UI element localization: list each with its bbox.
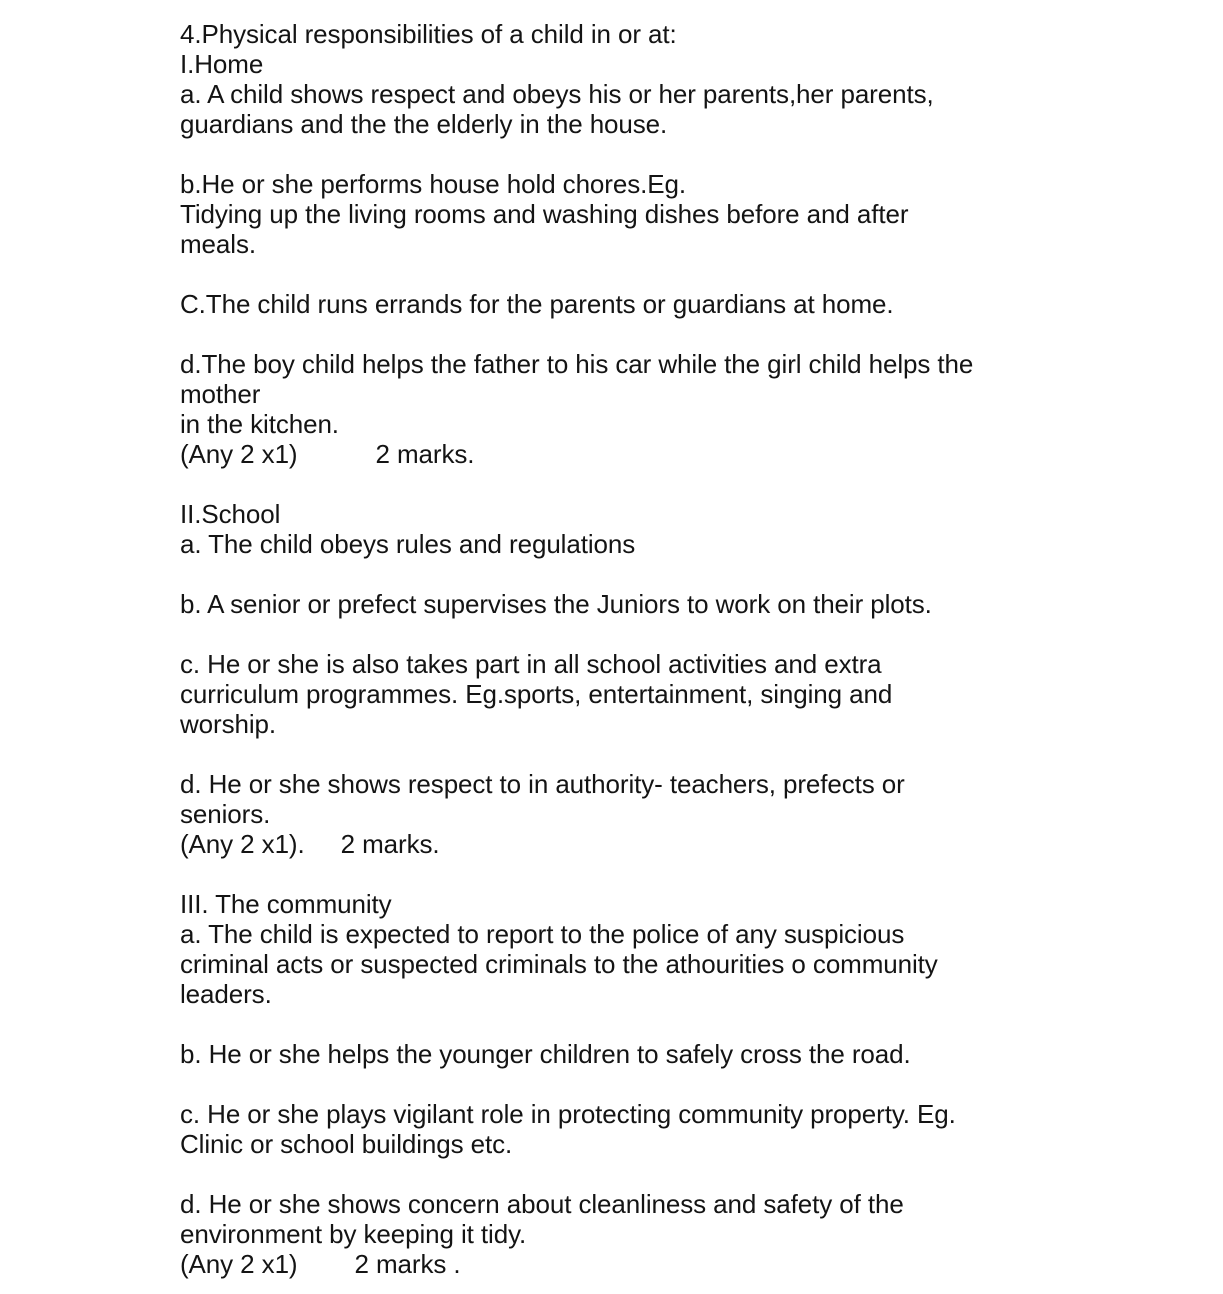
school-point-b [180,589,1200,619]
text-line: d. He or she shows respect to in authority- teachers, prefects or [180,769,905,799]
marks-row-school [180,829,1200,859]
text-line: C.The child runs errands for the parents or guardians at home. [180,289,894,319]
text-line: curriculum programmes. Eg.sports, entertainment, singing and [180,679,893,709]
spacer [180,559,1200,589]
spacer [180,319,1200,349]
text-line: worship. [180,709,277,739]
question-title: 4.Physical responsibilities of a child in or at: [180,19,677,49]
spacer [180,619,1200,649]
text-line: environment by keeping it tidy. [180,1219,527,1249]
home-point-d [180,349,1200,439]
spacer [180,859,1200,889]
text-line: guardians and the the elderly in the house. [180,109,668,139]
marks-prefix: (Any 2 x1) [180,1249,298,1279]
text-line: leaders. [180,979,272,1009]
marks-value: 2 marks. [340,829,440,859]
section-heading-community: III. The community [180,889,392,919]
text-line: Tidying up the living rooms and washing dishes before and after [180,199,909,229]
text-line: d. He or she shows concern about cleanliness and safety of the [180,1189,904,1219]
marks-prefix: (Any 2 x1). [180,829,305,859]
text-line: seniors. [180,799,271,829]
marks-value: 2 marks . [354,1249,461,1279]
section-school [180,499,1200,859]
section-heading-home: I.Home [180,49,264,79]
text-line: b. A senior or prefect supervises the Juniors to work on their plots. [180,589,932,619]
spacer [180,739,1200,769]
home-point-b [180,169,1200,259]
answer-document [180,19,1200,1279]
section-heading-school: II.School [180,499,281,529]
school-point-c [180,649,1200,739]
text-line: mother [180,379,261,409]
text-line: b. He or she helps the younger children to safely cross the road. [180,1039,911,1069]
school-point-d [180,769,1200,829]
text-line: a. The child is expected to report to the police of any suspicious [180,919,905,949]
spacer [180,259,1200,289]
text-line: a. A child shows respect and obeys his or her parents,her parents, [180,79,934,109]
spacer [180,1159,1200,1189]
marks-value: 2 marks. [375,439,475,469]
section-community [180,889,1200,1279]
home-point-c [180,289,1200,319]
community-point-a [180,919,1200,1009]
spacer [180,1069,1200,1099]
community-point-d [180,1189,1200,1249]
text-line: Clinic or school buildings etc. [180,1129,513,1159]
text-line: criminal acts or suspected criminals to the athourities o community [180,949,938,979]
spacer [180,1009,1200,1039]
text-line: c. He or she is also takes part in all school activities and extra [180,649,882,679]
text-line: a. The child obeys rules and regulations [180,529,636,559]
section-home [180,49,1200,469]
text-line: d.The boy child helps the father to his car while the girl child helps the [180,349,974,379]
marks-row-home [180,439,1200,469]
text-line: meals. [180,229,256,259]
community-point-c [180,1099,1200,1159]
text-line: c. He or she plays vigilant role in protecting community property. Eg. [180,1099,956,1129]
school-point-a [180,529,1200,559]
spacer [180,469,1200,499]
marks-row-community [180,1249,1200,1279]
community-point-b [180,1039,1200,1069]
text-line: b.He or she performs house hold chores.Eg. [180,169,686,199]
text-line: in the kitchen. [180,409,339,439]
spacer [180,139,1200,169]
home-point-a [180,79,1200,139]
marks-prefix: (Any 2 x1) [180,439,298,469]
